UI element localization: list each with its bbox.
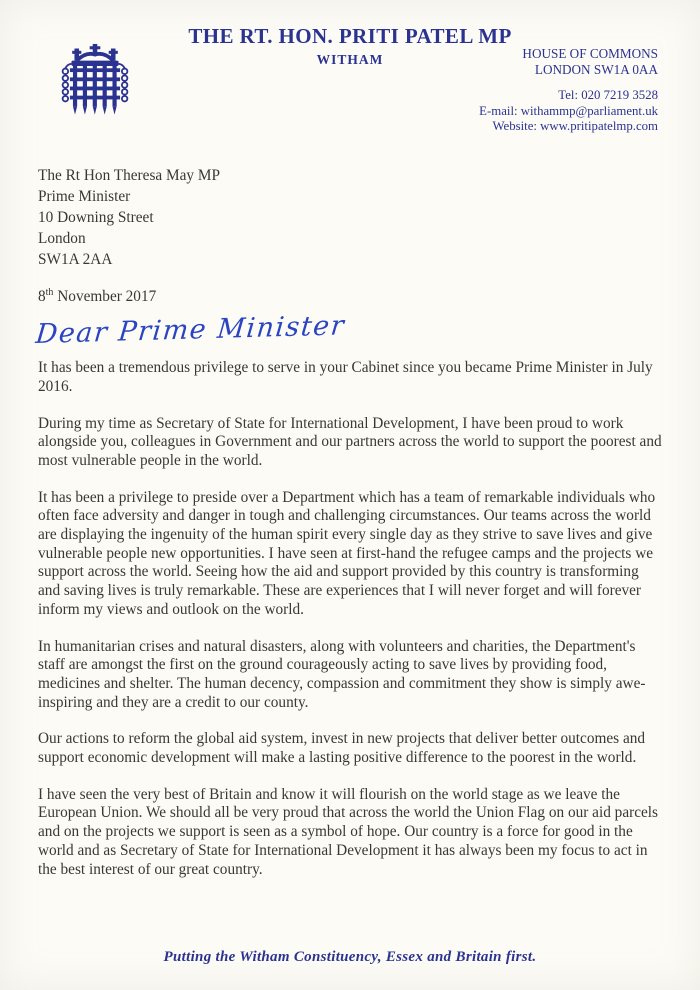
footer-motto: Putting the Witham Constituency, Essex and Britain first. [163,949,537,965]
letterhead-constituency: WITHAM [316,52,384,67]
recipient-line: London [38,230,86,247]
letterhead-contact-block [479,46,658,135]
recipient-line: 10 Downing Street [38,209,154,226]
office-address-line2: LONDON SW1A 0AA [534,61,658,77]
office-address-line1: HOUSE OF COMMONS [522,46,658,61]
handwritten-salutation: Dear Prime Minister [34,310,347,351]
telephone: Tel: 020 7219 3528 [558,88,658,102]
letter-body [34,165,662,879]
letter-date: 8th November 2017 [38,287,157,306]
paragraph: It has been a privilege to preside over a Department which has a team of remarkable individuals who often face adversity and danger in tough and challenging circumstances. Our teams across the world are displaying the ingenuity of the human spirit every single day as they strive to save lives and give vulnerable people new opportunities. I have seen at first-hand the refugee camps and the projects we support across the world. Seeing how the aid and support provided by this country is transforming and saving lives is truly remarkable. These are experiences that I will never forget and will forever inform my views and outlook on the world. [38,488,656,618]
paragraph: I have seen the very best of Britain and know it will flourish on the world stage as we leave the European Union. We should all be very proud that across the world the Union Flag on our aid parcels and on the projects we support is seen as a symbol of hope. Our country is a force for good in the world and as Secretary of State for International Development it has always been my focus to act in the best interest of our great country. [38,785,658,878]
portcullis-crest-icon [57,42,133,128]
recipient-line: SW1A 2AA [38,251,113,268]
recipient-line: The Rt Hon Theresa May MP [38,167,220,184]
letterhead-name: THE RT. HON. PRITI PATEL MP [188,24,512,48]
letterhead [0,0,700,150]
recipient-line: Prime Minister [38,188,131,205]
paragraph: Our actions to reform the global aid system, invest in new projects that deliver better outcomes and support economic development will make a lasting positive difference to the poorest in the world. [38,730,646,767]
recipient-address [38,165,662,270]
paragraph: In humanitarian crises and natural disasters, along with volunteers and charities, the Department's staff are amongst the first on the ground courageously acting to save lives by providing food, medicines and shelter. The human decency, compassion and commitment they show is simply awe-inspiring and they are a credit to our county. [38,637,646,711]
letter-paragraphs [38,359,662,879]
website: Website: www.pritipatelmp.com [492,119,658,133]
paragraph: During my time as Secretary of State for International Development, I have been proud to work alongside you, colleagues in Government and our partners across the world to support the poorest and most vulnerable people in the world. [38,414,662,469]
paragraph: It has been a tremendous privilege to serve in your Cabinet since you became Prime Minister in July 2016. [38,359,653,395]
email: E-mail: withammp@parliament.uk [479,103,658,118]
